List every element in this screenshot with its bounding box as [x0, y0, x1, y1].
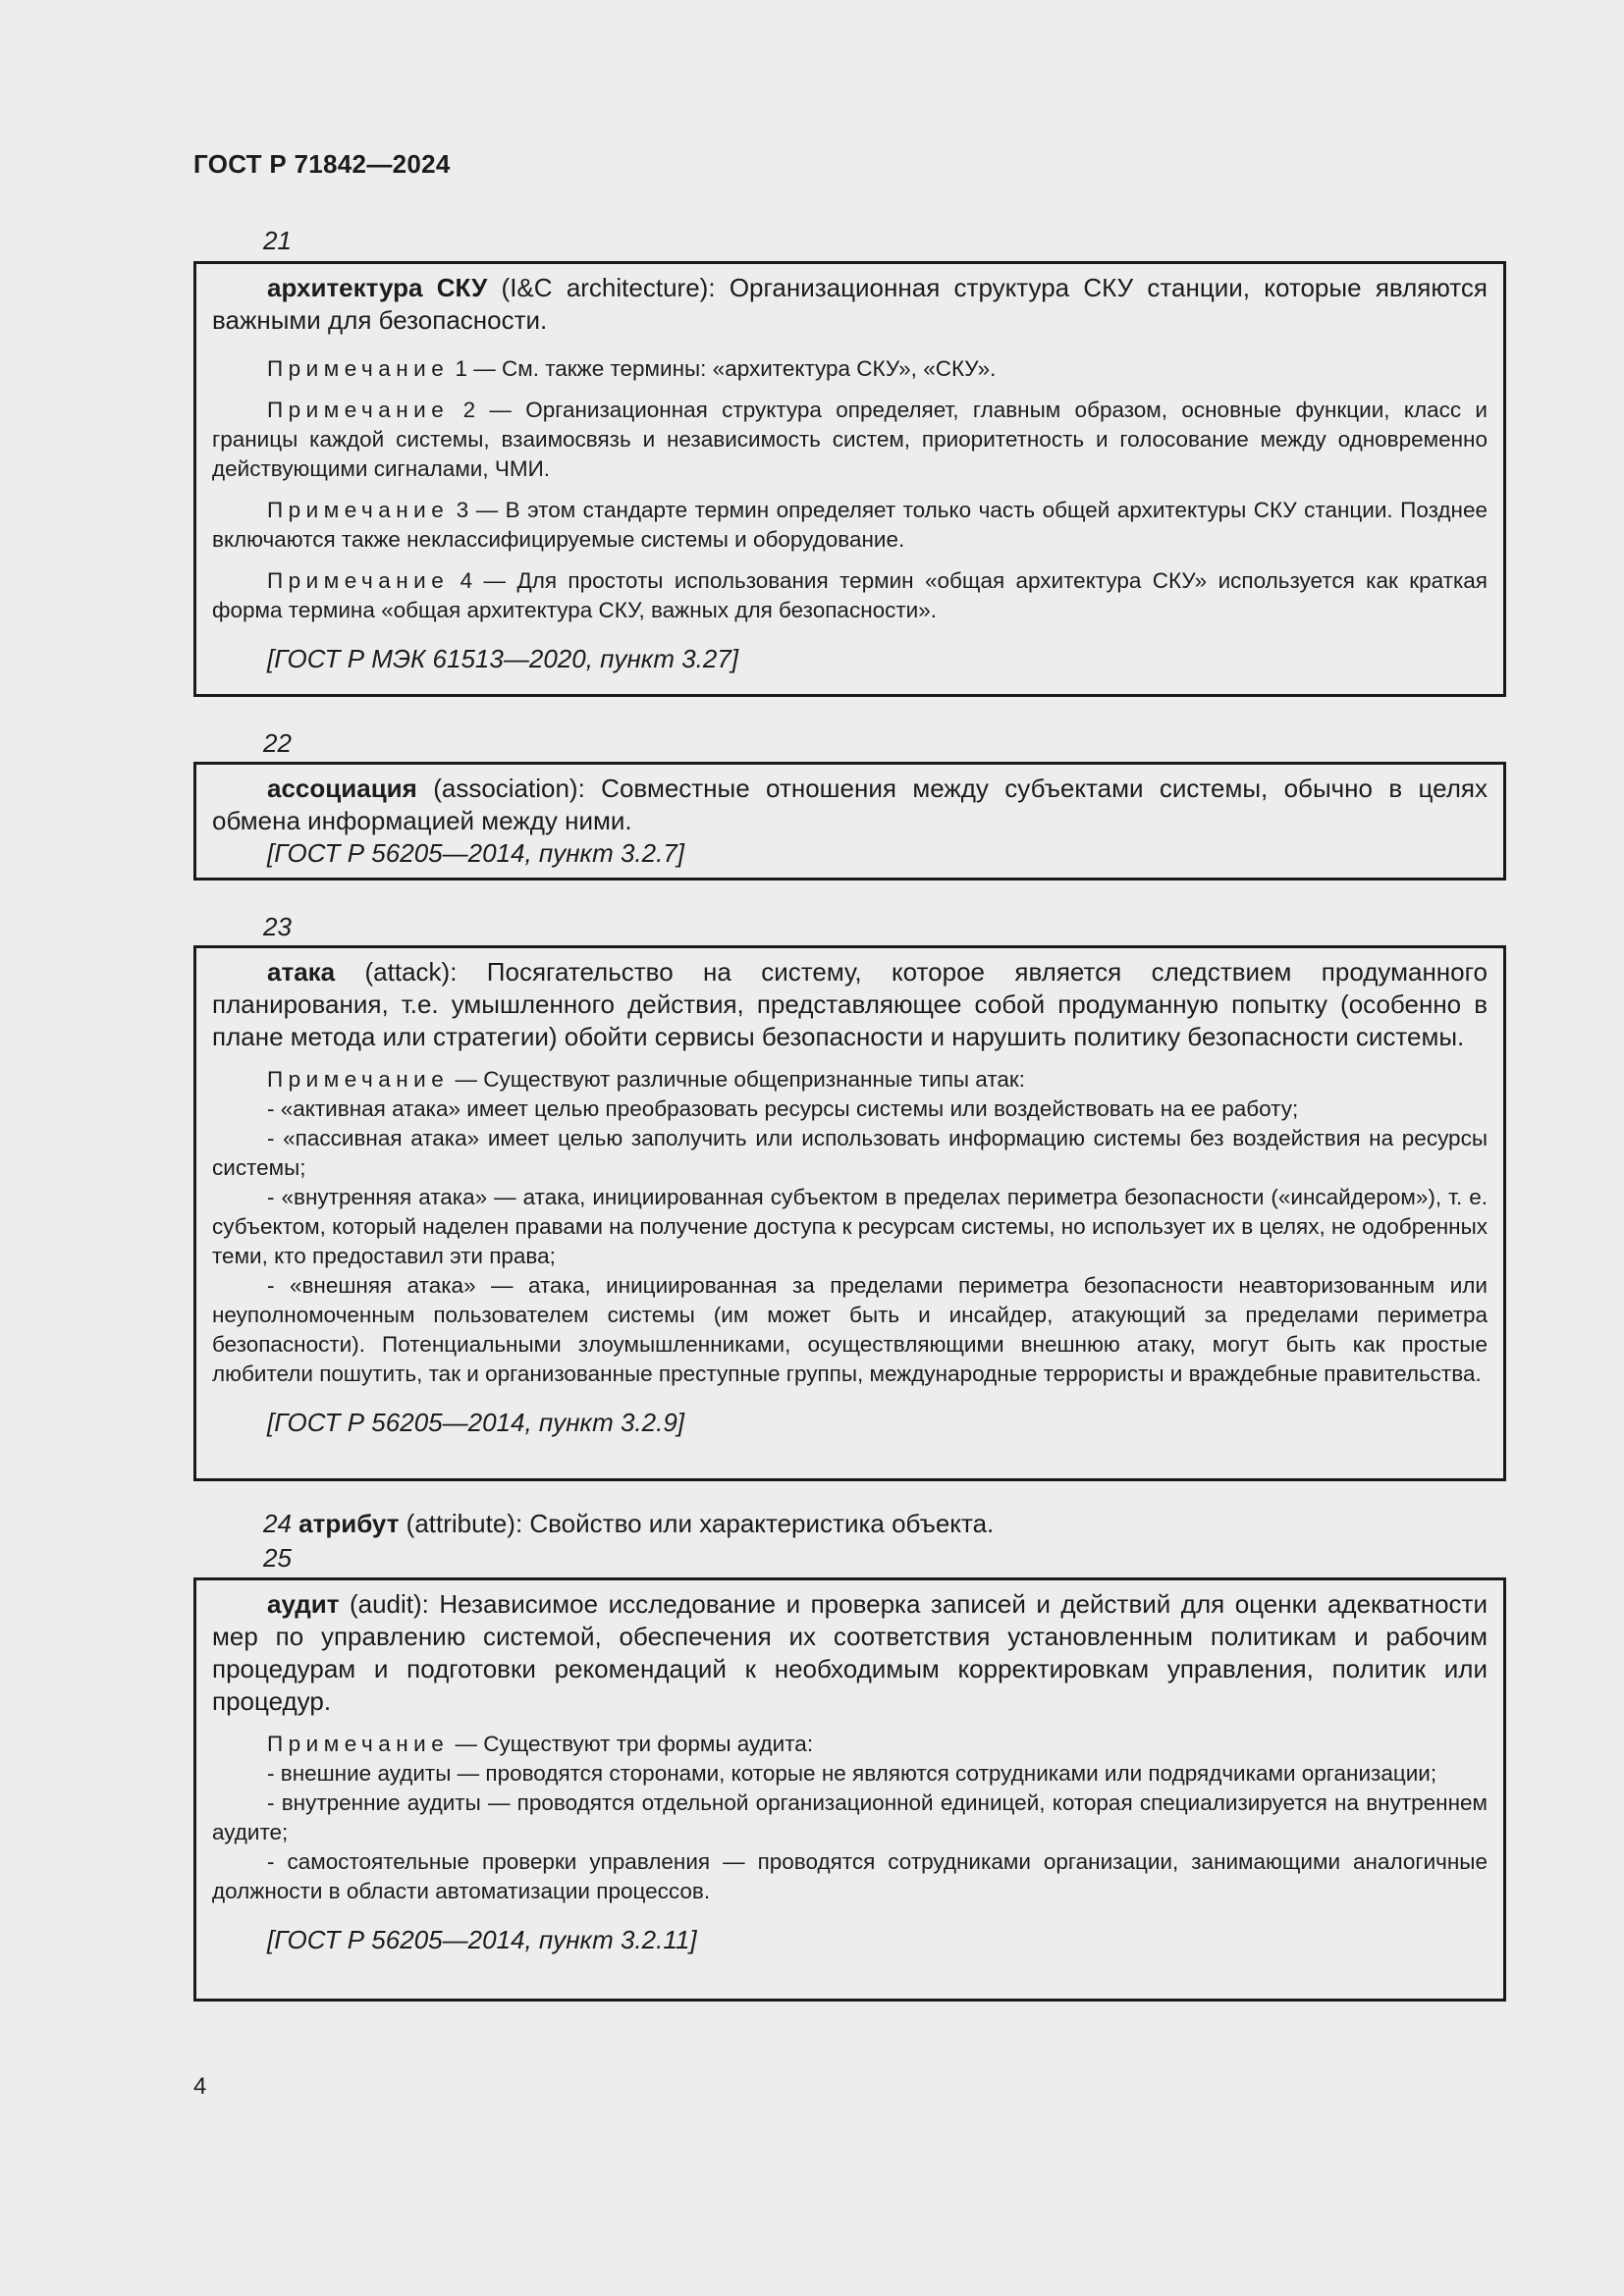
note-number: 1 [455, 356, 468, 381]
entry-number-22: 22 [263, 728, 292, 758]
entry-number-25: 25 [263, 1543, 292, 1573]
term-definition [212, 1588, 1488, 1718]
definition-text: (association): Совместные отношения между субъектами системы, обычно в целях обмена информацией между ними. [212, 774, 1488, 835]
note [212, 566, 1488, 625]
note [212, 396, 1488, 484]
list-item: - «внешняя атака» — атака, инициированная за пределами периметра безопасности неавторизованным или неуполномоченным пользователем системы (им может быть и инсайдер, атакующий за пределами периметра безопасности). Потенциальными злоумышленниками, осуществляющими внешнюю атаку, могут быть как простые любители пошутить, так и организованные преступные группы, международные террористы и враждебные правительства. [212, 1273, 1488, 1386]
note-number: 2 [462, 398, 476, 422]
list-item: - «внутренняя атака» — атака, инициированная субъектом в пределах периметра безопасности («инсайдером»), т. е. субъектом, который наделен правами на получение доступа к ресурсам системы, но использует их в целях, не одобренных теми, кто предоставил эти права; [212, 1185, 1488, 1268]
document-header: ГОСТ Р 71842—2024 [193, 149, 451, 179]
term-name: аудит [267, 1589, 340, 1619]
source-reference: [ГОСТ Р 56205—2014, пункт 3.2.7] [267, 838, 685, 868]
entry-number-24: 24 [263, 1509, 292, 1538]
note [212, 354, 1488, 384]
term-definition [212, 773, 1488, 837]
entry-number-21: 21 [263, 226, 292, 255]
note-text: — Существуют различные общепризнанные типы атак: [455, 1067, 1025, 1092]
note-text: — Существуют три формы аудита: [455, 1732, 814, 1756]
definition-text: (I&C architecture): Организационная структура СКУ станции, которые являются важными для безопасности. [212, 273, 1488, 335]
term-definition [212, 956, 1488, 1053]
term-name: ассоциация [267, 774, 417, 803]
note-label: Примечание [267, 568, 450, 593]
note [212, 1730, 1488, 1759]
note-text: — В этом стандарте термин определяет только часть общей архитектуры СКУ станции. Позднее включаются также неклассифицируемые системы и оборудование. [212, 498, 1488, 552]
source-reference: [ГОСТ Р 56205—2014, пункт 3.2.11] [267, 1925, 697, 1954]
term-definition [212, 272, 1488, 337]
term-name: атака [267, 957, 336, 987]
list-item: - самостоятельные проверки управления — проводятся сотрудниками организации, занимающими аналогичные должности в области автоматизации процессов. [212, 1849, 1488, 1903]
note-label: Примечание [267, 498, 450, 522]
entry-24 [263, 1509, 994, 1539]
list-item: - «пассивная атака» имеет целью заполучить или использовать информацию системы без воздействия на ресурсы системы; [212, 1126, 1488, 1180]
entry-box-25 [193, 1577, 1506, 2002]
list-item: - внутренние аудиты — проводятся отдельной организационной единицей, которая специализируется на внутреннем аудите; [212, 1790, 1488, 1844]
note [212, 1065, 1488, 1095]
definition-text: (audit): Независимое исследование и проверка записей и действий для оценки адекватности мер по управлению системой, обеспечения их соответствия установленным политикам и рабочим процедурам и подготовки рекомендаций к необходимым корректировкам управления, политик или процедур. [212, 1589, 1488, 1716]
note-text: — Для простоты использования термин «общая архитектура СКУ» используется как краткая форма термина «общая архитектура СКУ, важных для безопасности». [212, 568, 1488, 622]
page-number: 4 [193, 2073, 207, 2100]
note [212, 496, 1488, 555]
list-item: - «активная атака» имеет целью преобразовать ресурсы системы или воздействовать на ее работу; [267, 1096, 1299, 1121]
note-label: Примечание [267, 1732, 450, 1756]
list-item: - внешние аудиты — проводятся сторонами, которые не являются сотрудниками или подрядчиками организации; [267, 1761, 1437, 1786]
source-reference: [ГОСТ Р МЭК 61513—2020, пункт 3.27] [267, 644, 739, 673]
note-number: 3 [456, 498, 469, 522]
entry-box-21 [193, 261, 1506, 697]
entry-box-22 [193, 762, 1506, 881]
note-label: Примечание [267, 1067, 450, 1092]
entry-number-23: 23 [263, 912, 292, 941]
note-label: Примечание [267, 356, 450, 381]
definition-text: (attribute): Свойство или характеристика объекта. [399, 1509, 995, 1538]
source-reference: [ГОСТ Р 56205—2014, пункт 3.2.9] [267, 1408, 685, 1437]
term-name: атрибут [298, 1509, 400, 1538]
note-text: — См. также термины: «архитектура СКУ», «СКУ». [467, 356, 997, 381]
entry-box-23 [193, 945, 1506, 1481]
definition-text: (attack): Посягательство на систему, которое является следствием продуманного планирования, т.е. умышленного действия, представляющее собой продуманную попытку (особенно в плане метода или стратегии) обойти сервисы безопасности и нарушить политику безопасности системы. [212, 957, 1488, 1051]
note-label: Примечание [267, 398, 450, 422]
note-text: — Организационная структура определяет, главным образом, основные функции, класс и границы каждой системы, взаимосвязь и независимость систем, приоритетность и голосование между одновременно действующими сигналами, ЧМИ. [212, 398, 1488, 481]
term-name: архитектура СКУ [267, 273, 488, 302]
note-number: 4 [460, 568, 473, 593]
